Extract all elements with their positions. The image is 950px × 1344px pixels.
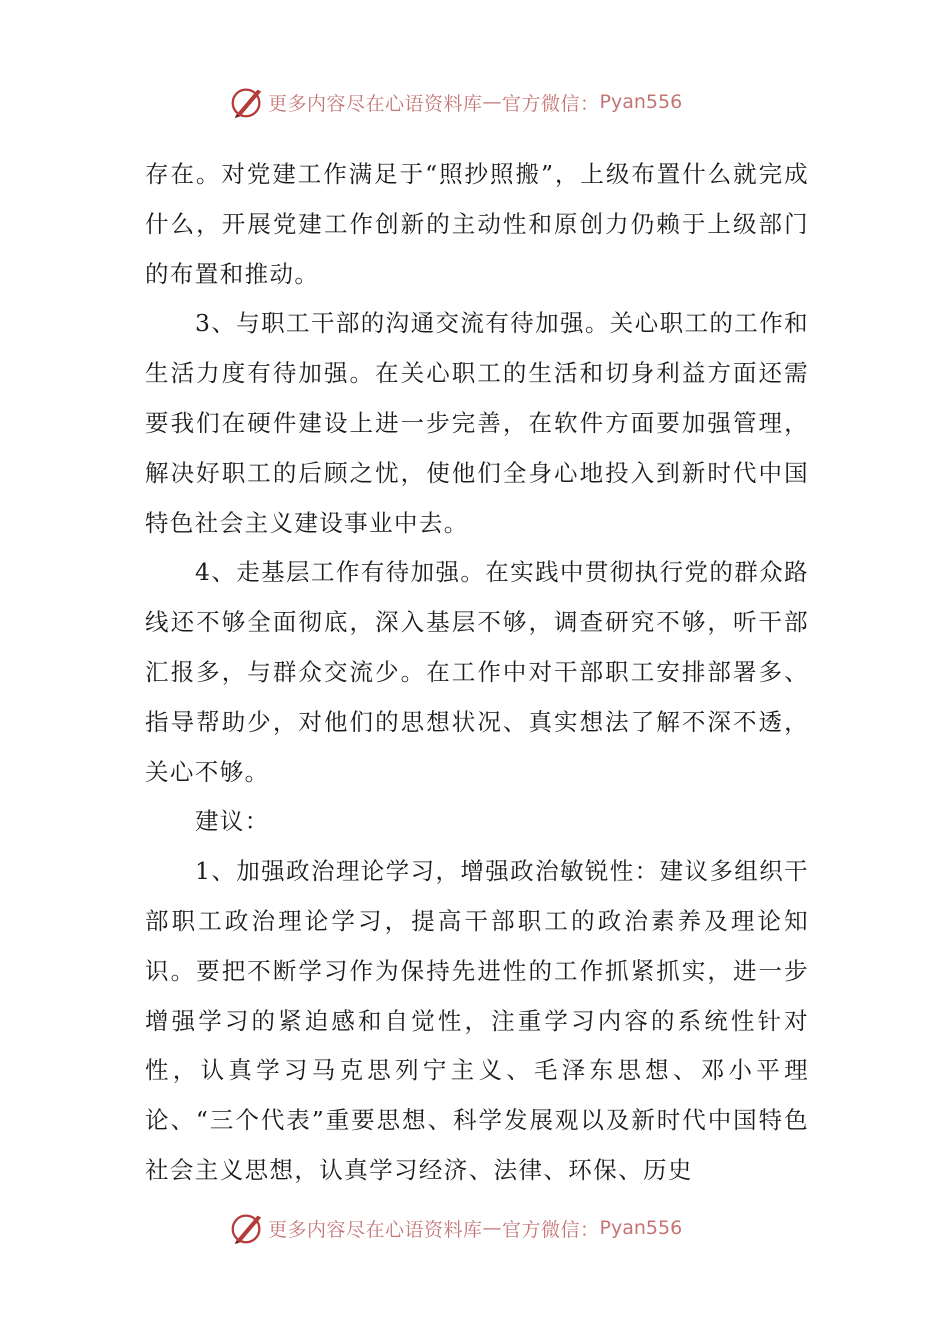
- document-body: [145, 150, 809, 1196]
- paragraph-item-4: 4、走基层工作有待加强。在实践中贯彻执行党的群众路线还不够全面彻底，深入基层不够，调查研究不够，听干部汇报多，与群众交流少。在工作中对干部职工安排部署多、指导帮助少，对他们的思想状况、真实想法了解不深不透，关心不够。: [145, 558, 809, 786]
- paragraph-continuation: 存在。对党建工作满足于“照抄照搬”，上级布置什么就完成什么，开展党建工作创新的主动性和原创力仍赖于上级部门的布置和推动。: [145, 160, 809, 288]
- banner-account: Pyan556: [599, 1217, 683, 1239]
- pen-logo-icon: [228, 83, 266, 121]
- paragraph-suggestion-1: 1、加强政治理论学习，增强政治敏锐性：建议多组织干部职工政治理论学习，提高干部职工的政治素养及理论知识。要把不断学习作为保持先进性的工作抓紧抓实，进一步增强学习的紧迫感和自觉性，注重学习内容的系统性针对性，认真学习马克思列宁主义、毛泽东思想、邓小平理论、“三个代表”重要思想、科学发展观以及新时代中国特色社会主义思想，认真学习经济、法律、环保、历史: [145, 857, 809, 1184]
- banner-main-text: 更多内容尽在心语资料库: [268, 92, 483, 115]
- banner-sub-text: 官方微信：: [502, 92, 600, 115]
- suggestion-heading: 建议：: [195, 807, 270, 836]
- pen-logo-icon: [228, 1209, 266, 1247]
- header-banner: [0, 82, 950, 122]
- paragraph-item-3: 3、与职工干部的沟通交流有待加强。关心职工的工作和生活力度有待加强。在关心职工的生活和切身利益方面还需要我们在硬件建设上进一步完善，在软件方面要加强管理，解决好职工的后顾之忧，使他们全身心地投入到新时代中国特色社会主义建设事业中去。: [145, 309, 809, 537]
- banner-dash: —: [482, 91, 503, 113]
- banner-main-text: 更多内容尽在心语资料库: [268, 1218, 483, 1241]
- banner-sub-text: 官方微信：: [502, 1218, 600, 1241]
- footer-banner: [0, 1208, 950, 1248]
- banner-account: Pyan556: [599, 91, 683, 113]
- banner-dash: —: [482, 1217, 503, 1239]
